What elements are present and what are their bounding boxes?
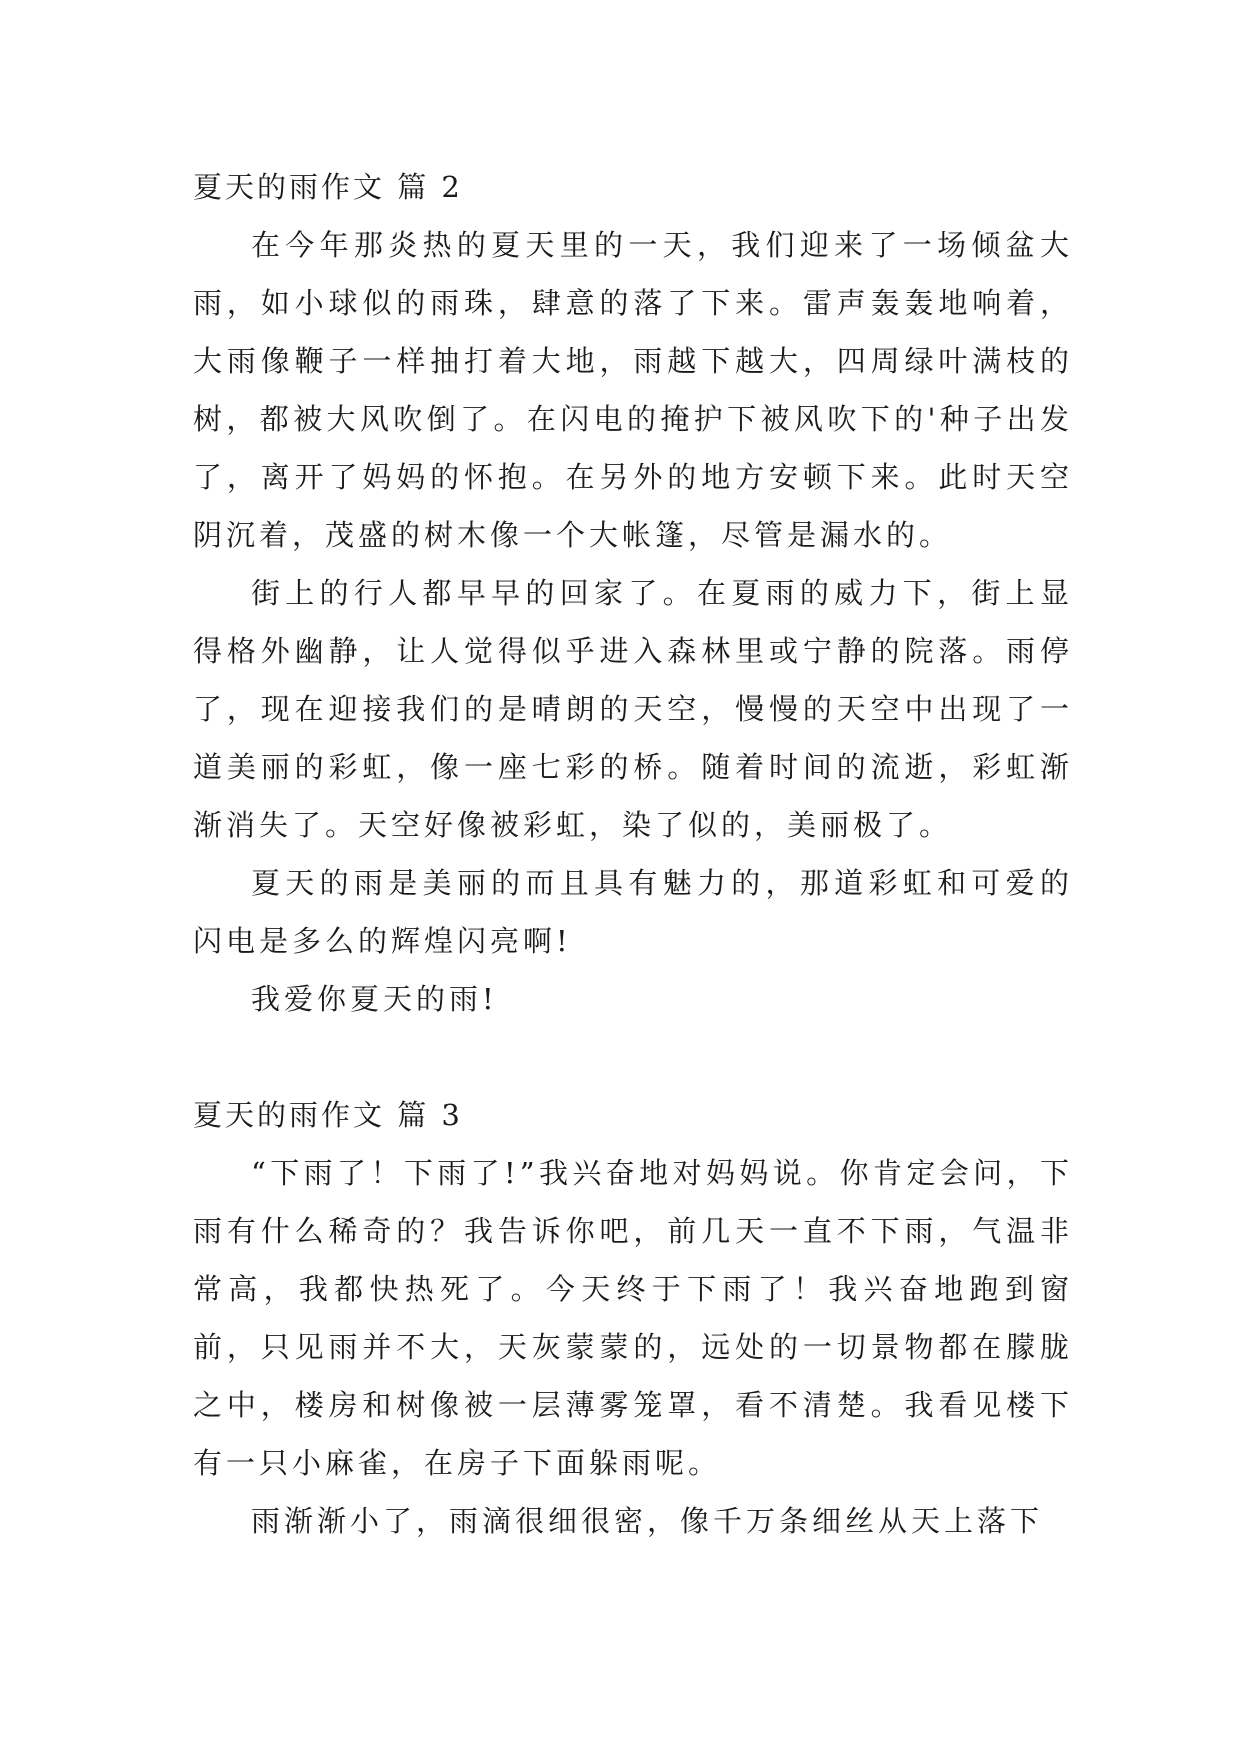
- section-spacer: [193, 1028, 1073, 1086]
- paragraph: 夏天的雨是美丽的而且具有魅力的，那道彩虹和可爱的闪电是多么的辉煌闪亮啊!: [193, 866, 1073, 958]
- essay-section-3: [193, 1086, 1073, 1550]
- section-title: 夏天的雨作文 篇 2: [193, 170, 463, 204]
- paragraph: “下雨了！下雨了!”我兴奋地对妈妈说。你肯定会问，下雨有什么稀奇的？我告诉你吧，前几天一直不下雨，气温非常高，我都快热死了。今天终于下雨了！我兴奋地跑到窗前，只见雨并不大，天灰蒙蒙的，远处的一切景物都在朦胧之中，楼房和树像被一层薄雾笼罩，看不清楚。我看见楼下有一只小麻雀，在房子下面躲雨呢。: [193, 1156, 1073, 1480]
- paragraph: 雨渐渐小了，雨滴很细很密，像千万条细丝从天上落下: [251, 1504, 1044, 1538]
- section-title: 夏天的雨作文 篇 3: [193, 1098, 463, 1132]
- paragraph: 街上的行人都早早的回家了。在夏雨的威力下，街上显得格外幽静，让人觉得似乎进入森林里或宁静的院落。雨停了，现在迎接我们的是晴朗的天空，慢慢的天空中出现了一道美丽的彩虹，像一座七彩的桥。随着时间的流逝，彩虹渐渐消失了。天空好像被彩虹，染了似的，美丽极了。: [193, 576, 1073, 842]
- paragraph: 我爱你夏天的雨!: [251, 982, 498, 1016]
- document-body: [193, 158, 1073, 1550]
- essay-section-2: [193, 158, 1073, 1028]
- paragraph: 在今年那炎热的夏天里的一天，我们迎来了一场倾盆大雨，如小球似的雨珠，肆意的落了下来。雷声轰轰地响着，大雨像鞭子一样抽打着大地，雨越下越大，四周绿叶满枝的树，都被大风吹倒了。在闪电的掩护下被风吹下的'种子出发了，离开了妈妈的怀抱。在另外的地方安顿下来。此时天空阴沉着，茂盛的树木像一个大帐篷，尽管是漏水的。: [193, 228, 1073, 552]
